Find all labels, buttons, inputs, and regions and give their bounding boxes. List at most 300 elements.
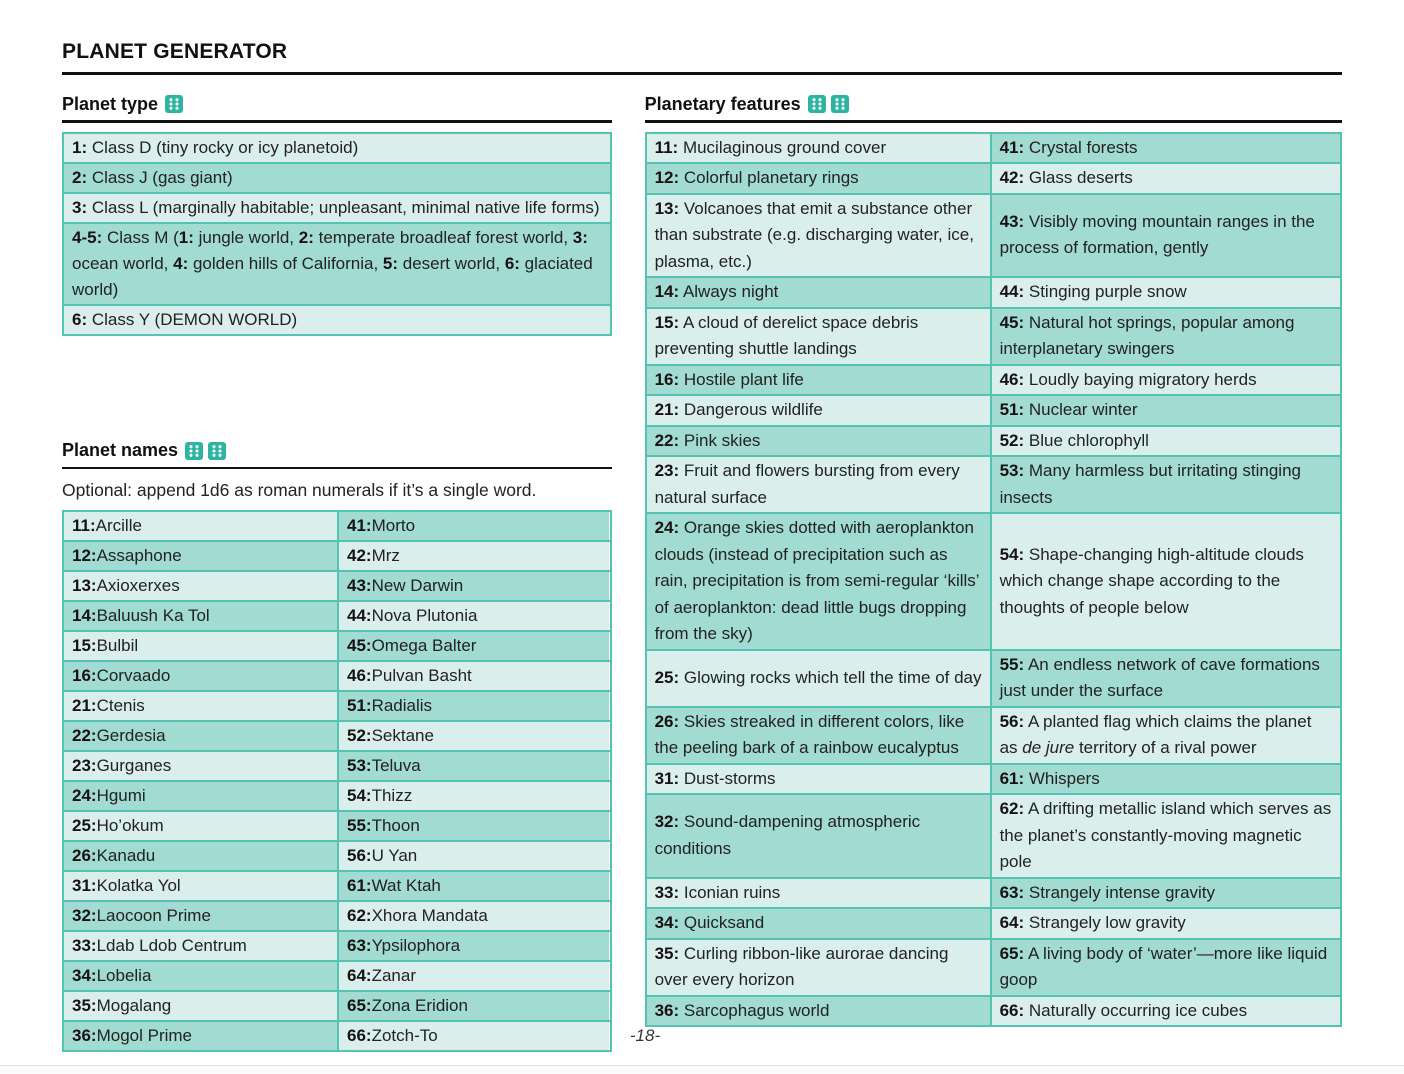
planetary-feature-cell xyxy=(990,457,1340,512)
feature-entry xyxy=(655,397,823,424)
planetary-features-heading-rule xyxy=(645,120,1342,123)
entry-text: Glowing rocks which tell the time of day xyxy=(683,667,982,687)
die-roll-number: 34: xyxy=(72,966,97,985)
die-roll-number: 25: xyxy=(72,816,97,835)
die-roll-number: 43: xyxy=(347,576,372,595)
die-roll-number: 12: xyxy=(654,168,680,187)
planet-type-heading-label: Planet type xyxy=(62,93,159,114)
planetary-features-heading xyxy=(645,93,1342,115)
planetary-feature-cell xyxy=(647,879,990,908)
table-row xyxy=(647,134,1340,163)
die-roll-number: 2: xyxy=(72,167,88,187)
feature-entry xyxy=(655,135,887,162)
feature-entry xyxy=(1000,367,1257,394)
table-row xyxy=(64,304,610,334)
entry-text: Morto xyxy=(371,516,416,535)
planet-name-cell xyxy=(337,632,609,660)
planet-name-cell xyxy=(64,692,337,720)
die-roll-number: 55: xyxy=(999,654,1025,674)
table-row xyxy=(64,540,610,570)
planetary-feature-cell xyxy=(647,909,990,938)
planetary-features-table xyxy=(645,132,1342,1028)
planetary-feature-cell xyxy=(990,708,1340,763)
planet-name-cell xyxy=(337,752,609,780)
planet-name-cell xyxy=(64,782,337,810)
entry-text: Quicksand xyxy=(683,913,765,932)
planetary-feature-cell xyxy=(647,997,990,1026)
planetary-feature-cell xyxy=(990,366,1340,395)
table-row xyxy=(647,364,1340,395)
entry-text: Thoon xyxy=(371,816,420,835)
die-roll-number: 23: xyxy=(72,756,97,775)
die-roll-number: 44: xyxy=(999,282,1025,301)
planetary-features-heading-label: Planetary features xyxy=(644,93,801,114)
spacer xyxy=(62,336,612,440)
die-roll-number: 52: xyxy=(347,726,372,745)
planet-name-cell xyxy=(337,872,609,900)
feature-entry xyxy=(655,428,761,455)
planet-name-cell xyxy=(337,722,609,750)
entry-text: Gerdesia xyxy=(96,726,166,745)
die-roll-number: 61: xyxy=(347,876,372,895)
table-row xyxy=(64,750,610,780)
entry-text: territory of a rival power xyxy=(1074,738,1257,757)
die-roll-number: 26: xyxy=(654,711,680,731)
planet-type-heading-rule xyxy=(62,120,612,123)
planet-type-cell xyxy=(64,224,610,304)
feature-entry xyxy=(655,367,804,394)
die-roll-number: 11: xyxy=(654,137,679,157)
planetary-feature-cell xyxy=(990,278,1340,307)
planet-name-cell xyxy=(64,902,337,930)
die-roll-number: 32: xyxy=(654,812,680,832)
die-roll-number: 24: xyxy=(72,786,97,805)
entry-text: Wat Ktah xyxy=(371,876,441,895)
feature-entry xyxy=(1000,998,1248,1025)
entry-text: Hostile plant life xyxy=(683,369,804,389)
planet-name-cell xyxy=(64,662,337,690)
planet-name-cell xyxy=(337,962,609,990)
die-roll-number: 62: xyxy=(999,799,1025,818)
planetary-feature-cell xyxy=(990,940,1340,995)
entry-text: Naturally occurring ice cubes xyxy=(1028,1000,1248,1020)
table-row xyxy=(64,162,610,192)
table-row xyxy=(64,192,610,222)
table-row xyxy=(64,570,610,600)
table-row xyxy=(647,649,1340,706)
planetary-feature-cell xyxy=(990,134,1340,163)
planet-name-cell xyxy=(64,632,337,660)
table-row xyxy=(64,960,610,990)
planetary-feature-cell xyxy=(647,765,990,794)
planet-name-cell xyxy=(337,812,609,840)
planetary-feature-cell xyxy=(990,309,1340,364)
entry-text: Arcille xyxy=(95,516,142,535)
die-roll-number: 12: xyxy=(72,546,97,565)
table-row xyxy=(64,870,610,900)
italic-text: de jure xyxy=(1022,738,1075,757)
feature-entry xyxy=(1000,310,1332,363)
entry-text: Nuclear winter xyxy=(1028,400,1138,419)
die-roll-number: 2: xyxy=(298,227,314,247)
die-roll-number: 4: xyxy=(173,253,189,273)
table-row xyxy=(647,307,1340,364)
die-roll-number: 56: xyxy=(347,846,372,865)
feature-entry xyxy=(1000,709,1332,762)
die-roll-number: 25: xyxy=(654,667,680,687)
planetary-feature-cell xyxy=(990,651,1340,706)
entry-text: glaciated world) xyxy=(72,253,593,299)
table-row xyxy=(647,763,1340,794)
entry-text: Glass deserts xyxy=(1028,168,1133,187)
planetary-feature-cell xyxy=(647,708,990,763)
entry-text: Orange skies dotted with aeroplankton clouds (instead of precipitation such as rain, precipitation is from semi-regular ‘kills’ of aeroplankton: dead little bugs dropping from the sky) xyxy=(654,518,979,643)
table-row xyxy=(64,690,610,720)
entry-text: Assaphone xyxy=(96,546,182,565)
entry-text: Pink skies xyxy=(683,430,761,450)
planet-type-cell xyxy=(64,194,610,222)
feature-entry xyxy=(1000,279,1187,306)
planet-names-heading xyxy=(62,440,612,462)
die-roll-number: 3: xyxy=(572,227,588,247)
die-roll-number: 6: xyxy=(72,309,88,329)
die-roll-number: 62: xyxy=(347,906,372,925)
die-roll-number: 36: xyxy=(72,1026,97,1045)
die-roll-number: 3: xyxy=(72,197,88,217)
entry-text: Teluva xyxy=(371,756,421,775)
die-face-6-icon xyxy=(808,95,826,113)
table-row xyxy=(64,660,610,690)
entry-text: Pulvan Basht xyxy=(371,666,472,685)
planet-name-cell xyxy=(64,1022,337,1050)
planet-name-cell xyxy=(337,902,609,930)
feature-entry xyxy=(655,515,982,648)
feature-entry xyxy=(655,279,779,306)
feature-entry xyxy=(655,766,776,793)
die-roll-number: 13: xyxy=(654,198,680,218)
planet-names-dice xyxy=(185,442,226,460)
planetary-feature-cell xyxy=(990,427,1340,456)
planet-type-heading xyxy=(62,93,612,115)
entry-text: temperate broadleaf forest world, xyxy=(313,227,573,247)
table-row xyxy=(64,512,610,540)
entry-text: Sarcophagus world xyxy=(683,1000,830,1020)
table-row xyxy=(64,720,610,750)
die-roll-number: 65: xyxy=(999,943,1025,963)
die-roll-number: 5: xyxy=(382,253,399,273)
die-roll-number: 51: xyxy=(999,400,1025,419)
table-row xyxy=(647,193,1340,277)
die-roll-number: 42: xyxy=(999,168,1025,187)
entry-text: Ho’okum xyxy=(96,816,164,835)
feature-entry xyxy=(655,941,982,994)
die-roll-number: 21: xyxy=(654,400,680,419)
die-roll-number: 34: xyxy=(654,913,680,932)
die-roll-number: 32: xyxy=(72,906,97,925)
die-roll-number: 23: xyxy=(654,461,680,480)
entry-text: Class M ( xyxy=(102,227,179,247)
feature-entry xyxy=(655,910,765,937)
entry-text: Hgumi xyxy=(96,786,146,805)
die-roll-number: 6: xyxy=(504,253,520,273)
page-number: -18- xyxy=(629,1026,661,1045)
entry-text: Laocoon Prime xyxy=(96,906,211,925)
planet-name-cell xyxy=(337,992,609,1020)
left-column xyxy=(62,93,612,1052)
die-roll-number: 45: xyxy=(347,636,372,655)
planetary-feature-cell xyxy=(990,765,1340,794)
planetary-feature-cell xyxy=(647,514,990,649)
entry-text: golden hills of California, xyxy=(188,253,383,273)
die-roll-number: 4-5: xyxy=(72,227,103,247)
entry-text: New Darwin xyxy=(371,576,464,595)
planetary-feature-cell xyxy=(647,309,990,364)
planet-name-cell xyxy=(337,782,609,810)
planet-name-cell xyxy=(64,932,337,960)
feature-entry xyxy=(655,709,982,762)
feature-entry xyxy=(1000,209,1332,262)
entry-text: Colorful planetary rings xyxy=(683,168,859,187)
table-row xyxy=(64,630,610,660)
feature-entry xyxy=(655,458,982,511)
planetary-feature-cell xyxy=(647,651,990,706)
die-roll-number: 64: xyxy=(999,913,1025,932)
die-roll-number: 31: xyxy=(654,768,680,788)
die-face-6-icon xyxy=(208,442,226,460)
entry-text: Mrz xyxy=(371,546,400,565)
entry-text: Corvaado xyxy=(96,666,171,685)
die-roll-number: 36: xyxy=(654,1000,680,1020)
planet-names-heading-rule xyxy=(62,467,612,470)
planet-name-cell xyxy=(337,842,609,870)
die-roll-number: 56: xyxy=(999,711,1025,731)
die-roll-number: 53: xyxy=(999,461,1025,480)
feature-entry xyxy=(655,809,982,862)
planetary-features-dice xyxy=(808,95,849,113)
planet-name-cell xyxy=(337,512,609,540)
table-row xyxy=(647,394,1340,425)
table-row xyxy=(64,600,610,630)
table-row xyxy=(64,900,610,930)
entry-text: Bulbil xyxy=(96,636,139,655)
table-row xyxy=(647,706,1340,763)
planetary-feature-cell xyxy=(647,457,990,512)
die-roll-number: 35: xyxy=(654,943,680,963)
title-rule xyxy=(62,72,1342,75)
planet-name-cell xyxy=(64,962,337,990)
entry-text: Kanadu xyxy=(96,846,156,865)
die-roll-number: 55: xyxy=(347,816,372,835)
die-roll-number: 46: xyxy=(347,666,372,685)
table-row xyxy=(647,276,1340,307)
planetary-feature-cell xyxy=(647,396,990,425)
planet-type-cell xyxy=(64,164,610,192)
die-roll-number: 45: xyxy=(999,312,1025,332)
planetary-feature-cell xyxy=(990,879,1340,908)
die-roll-number: 21: xyxy=(72,696,97,715)
die-roll-number: 16: xyxy=(72,666,97,685)
planetary-feature-cell xyxy=(990,909,1340,938)
entry-text: Gurganes xyxy=(96,756,172,775)
die-roll-number: 14: xyxy=(72,606,97,625)
die-roll-number: 64: xyxy=(347,966,372,985)
die-roll-number: 41: xyxy=(999,137,1025,157)
planetary-feature-cell xyxy=(647,134,990,163)
feature-entry xyxy=(655,880,781,907)
entry-text: Ypsilophora xyxy=(371,936,461,955)
feature-entry xyxy=(655,165,859,192)
planet-names-heading-label: Planet names xyxy=(62,440,179,460)
entry-text: Volcanoes that emit a substance other than substrate (e.g. discharging water, ice, plasma, etc.) xyxy=(654,198,974,271)
entry-text: Axioxerxes xyxy=(96,576,180,595)
planetary-feature-cell xyxy=(647,940,990,995)
planetary-feature-cell xyxy=(647,164,990,193)
entry-text: jungle world, xyxy=(193,227,299,247)
planetary-feature-cell xyxy=(647,195,990,277)
planetary-feature-cell xyxy=(647,366,990,395)
page-title: PLANET GENERATOR xyxy=(62,40,288,63)
content-columns xyxy=(62,93,1342,1052)
die-face-6-icon xyxy=(165,95,183,113)
die-roll-number: 54: xyxy=(999,544,1025,564)
planetary-feature-cell xyxy=(647,427,990,456)
die-roll-number: 22: xyxy=(654,430,680,450)
entry-text: A drifting metallic island which serves as the planet’s constantly-moving magnetic pole xyxy=(999,799,1332,871)
die-roll-number: 33: xyxy=(654,882,680,902)
table-row xyxy=(64,810,610,840)
planetary-feature-cell xyxy=(990,514,1340,649)
feature-entry xyxy=(655,998,830,1025)
entry-text: An endless network of cave formations just under the surface xyxy=(999,654,1320,700)
entry-text: Zanar xyxy=(371,966,416,985)
feature-entry xyxy=(1000,135,1138,162)
planet-name-cell xyxy=(64,512,337,540)
entry-text: Nova Plutonia xyxy=(371,606,478,625)
page-bottom-edge xyxy=(0,1065,1404,1074)
feature-entry xyxy=(1000,428,1149,455)
table-row xyxy=(647,793,1340,877)
table-row xyxy=(647,938,1340,995)
planet-name-cell xyxy=(64,722,337,750)
die-roll-number: 63: xyxy=(999,882,1025,902)
entry-text: Dust-storms xyxy=(683,768,776,788)
entry-text: Ldab Ldob Centrum xyxy=(96,936,247,955)
entry-text: A planted flag which claims the planet as xyxy=(999,711,1312,757)
entry-text: Dangerous wildlife xyxy=(683,400,823,419)
entry-text: Visibly moving mountain ranges in the process of formation, gently xyxy=(999,211,1315,258)
table-row xyxy=(64,134,610,162)
planetary-feature-cell xyxy=(990,195,1340,277)
die-roll-number: 65: xyxy=(347,996,372,1015)
planet-names-table xyxy=(62,510,612,1052)
die-roll-number: 26: xyxy=(72,846,97,865)
entry-text: Kolatka Yol xyxy=(96,876,181,895)
die-roll-number: 24: xyxy=(654,518,680,537)
feature-entry xyxy=(1000,397,1138,424)
feature-entry xyxy=(1000,941,1332,994)
planet-type-cell xyxy=(64,134,610,162)
table-row xyxy=(64,1020,610,1050)
die-roll-number: 46: xyxy=(999,369,1025,389)
table-row xyxy=(647,512,1340,649)
die-roll-number: 15: xyxy=(72,636,97,655)
die-roll-number: 1: xyxy=(178,227,194,247)
table-row xyxy=(647,907,1340,938)
feature-entry xyxy=(1000,796,1332,876)
entry-text: Class J (gas giant) xyxy=(87,167,233,187)
entry-text: A living body of ‘water’—more like liquid goop xyxy=(999,943,1328,989)
table-row xyxy=(64,990,610,1020)
table-row xyxy=(64,222,610,304)
planet-type-dice xyxy=(165,95,183,113)
die-roll-number: 16: xyxy=(654,369,680,389)
entry-text: Radialis xyxy=(371,696,433,715)
planet-name-cell xyxy=(337,602,609,630)
entry-text: Sound-dampening atmospheric conditions xyxy=(654,812,921,858)
die-roll-number: 61: xyxy=(999,768,1025,788)
entry-text: desert world, xyxy=(398,253,505,273)
table-row xyxy=(647,877,1340,908)
planet-name-cell xyxy=(337,542,609,570)
planet-name-cell xyxy=(64,752,337,780)
entry-text: Thizz xyxy=(371,786,413,805)
right-column xyxy=(645,93,1342,1027)
entry-text: Skies streaked in different colors, like the peeling bark of a rainbow eucalyptus xyxy=(654,711,965,757)
planetary-feature-cell xyxy=(990,164,1340,193)
entry-text: Ctenis xyxy=(96,696,145,715)
die-roll-number: 53: xyxy=(347,756,372,775)
feature-entry xyxy=(655,196,982,276)
die-roll-number: 22: xyxy=(72,726,97,745)
entry-text: Class D (tiny rocky or icy planetoid) xyxy=(87,137,359,157)
entry-text: Blue chlorophyll xyxy=(1028,430,1149,450)
die-face-6-icon xyxy=(185,442,203,460)
table-row xyxy=(647,995,1340,1026)
entry-text: Natural hot springs, popular among interplanetary swingers xyxy=(999,312,1295,358)
entry-text: Class L (marginally habitable; unpleasant, minimal native life forms) xyxy=(87,197,600,217)
die-roll-number: 35: xyxy=(72,996,97,1015)
planet-name-cell xyxy=(337,692,609,720)
die-roll-number: 43: xyxy=(999,211,1025,231)
planet-name-cell xyxy=(64,992,337,1020)
entry-text: Strangely low gravity xyxy=(1028,913,1186,932)
die-roll-number: 33: xyxy=(72,936,97,955)
feature-entry xyxy=(1000,880,1215,907)
entry-text: Sektane xyxy=(371,726,434,745)
entry-text: U Yan xyxy=(371,846,418,865)
entry-text: Lobelia xyxy=(96,966,152,985)
die-roll-number: 52: xyxy=(999,430,1025,450)
entry-text: Mogalang xyxy=(96,996,172,1015)
entry-text: Curling ribbon-like aurorae dancing over every horizon xyxy=(654,943,949,989)
entry-text: Zotch-To xyxy=(371,1026,438,1045)
entry-text: Always night xyxy=(682,282,779,301)
die-roll-number: 41: xyxy=(347,516,372,535)
entry-text: Whispers xyxy=(1028,768,1100,788)
table-row xyxy=(647,162,1340,193)
die-roll-number: 11: xyxy=(72,516,96,535)
entry-text: Many harmless but irritating stinging insects xyxy=(999,461,1301,507)
die-roll-number: 31: xyxy=(72,876,97,895)
die-roll-number: 63: xyxy=(347,936,372,955)
feature-entry xyxy=(1000,542,1332,622)
entry-text: Strangely intense gravity xyxy=(1028,882,1216,902)
planetary-feature-cell xyxy=(647,795,990,877)
table-row xyxy=(64,930,610,960)
die-roll-number: 54: xyxy=(347,786,372,805)
planet-names-note: Optional: append 1d6 as roman numerals if it’s a single word. xyxy=(62,480,537,500)
entry-text: Zona Eridion xyxy=(371,996,468,1015)
